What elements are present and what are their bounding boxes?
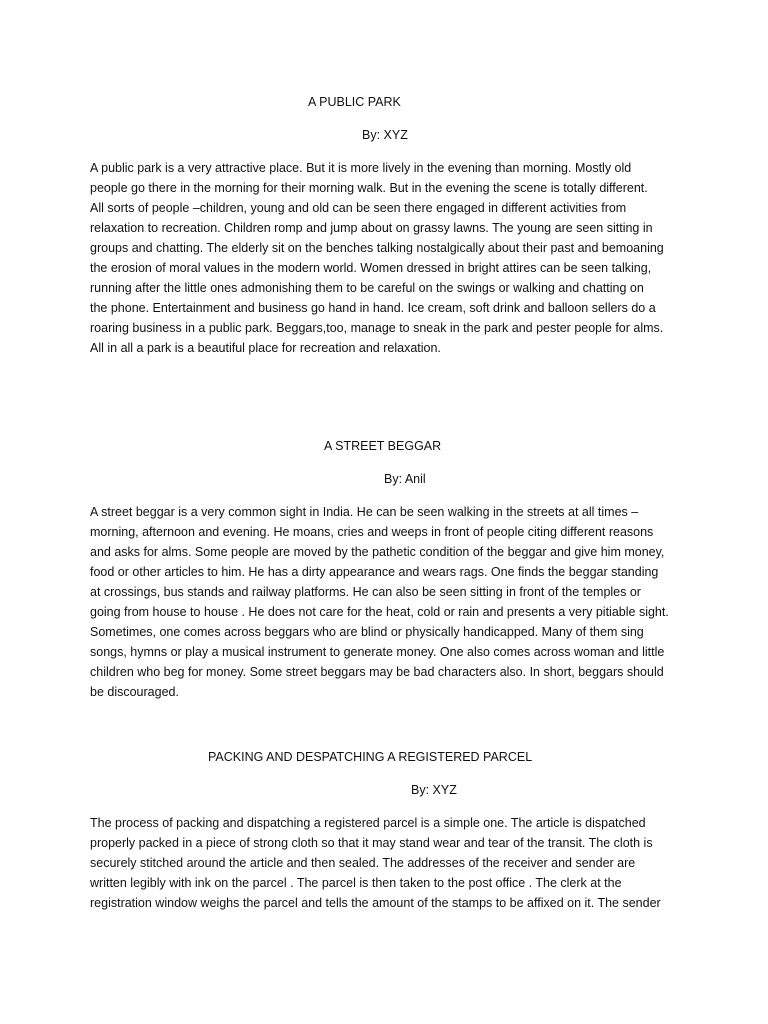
section-byline-street-beggar: By: Anil [384, 472, 426, 486]
text-line: food or other articles to him. He has a dirty appearance and wears rags. One finds the beggar standing [90, 565, 659, 579]
section-title-street-beggar: A STREET BEGGAR [324, 439, 442, 453]
section-body-street-beggar [90, 502, 690, 702]
text-line: at crossings, bus stands and railway platforms. He can also be seen sitting in front of the temples or [90, 585, 641, 599]
section-body-public-park [90, 158, 690, 358]
text-line: be discouraged. [90, 685, 179, 699]
text-line: A street beggar is a very common sight in India. He can be seen walking in the streets at all times – [90, 505, 639, 519]
text-line: registration window weighs the parcel and tells the amount of the stamps to be affixed on it. The sender [90, 896, 661, 910]
text-line: morning, afternoon and evening. He moans, cries and weeps in front of people citing different reasons [90, 525, 654, 539]
text-line: the erosion of moral values in the modern world. Women dressed in bright attires can be seen talking, [90, 261, 652, 275]
section-title-public-park: A PUBLIC PARK [308, 95, 401, 109]
section-byline-registered-parcel: By: XYZ [411, 783, 457, 797]
text-line: the phone. Entertainment and business go hand in hand. Ice cream, soft drink and balloon sellers do a [90, 301, 656, 315]
text-line: and asks for alms. Some people are moved by the pathetic condition of the beggar and give him money, [90, 545, 665, 559]
text-line: relaxation to recreation. Children romp and jump about on grassy lawns. The young are seen sitting in [90, 221, 653, 235]
text-line: roaring business in a public park. Beggars,too, manage to sneak in the park and pester people for alms. [90, 321, 664, 335]
text-line: running after the little ones admonishing them to be careful on the swings or walking and chatting on [90, 281, 644, 295]
text-line: securely stitched around the article and then sealed. The addresses of the receiver and sender are [90, 856, 636, 870]
text-line: children who beg for money. Some street beggars may be bad characters also. In short, beggars should [90, 665, 664, 679]
text-line: groups and chatting. The elderly sit on the benches talking nostalgically about their past and bemoaning [90, 241, 664, 255]
text-line: going from house to house . He does not care for the heat, cold or rain and presents a very pitiable sight. [90, 605, 669, 619]
text-line: All in all a park is a beautiful place for recreation and relaxation. [90, 341, 441, 355]
text-line: All sorts of people –children, young and old can be seen there engaged in different activities from [90, 201, 627, 215]
text-line: properly packed in a piece of strong cloth so that it may stand wear and tear of the transit. The cloth is [90, 836, 653, 850]
text-line: Sometimes, one comes across beggars who are blind or physically handicapped. Many of them sing [90, 625, 644, 639]
text-line: The process of packing and dispatching a registered parcel is a simple one. The article is dispatched [90, 816, 646, 830]
text-line: A public park is a very attractive place. But it is more lively in the evening than morning. Mostly old [90, 161, 632, 175]
section-title-registered-parcel: PACKING AND DESPATCHING A REGISTERED PARCEL [208, 750, 533, 764]
section-byline-public-park: By: XYZ [362, 128, 408, 142]
text-line: written legibly with ink on the parcel . The parcel is then taken to the post office . The clerk at the [90, 876, 622, 890]
text-line: people go there in the morning for their morning walk. But in the evening the scene is totally different. [90, 181, 648, 195]
section-body-registered-parcel [90, 813, 690, 913]
text-line: songs, hymns or play a musical instrument to generate money. One also comes across woman and little [90, 645, 665, 659]
